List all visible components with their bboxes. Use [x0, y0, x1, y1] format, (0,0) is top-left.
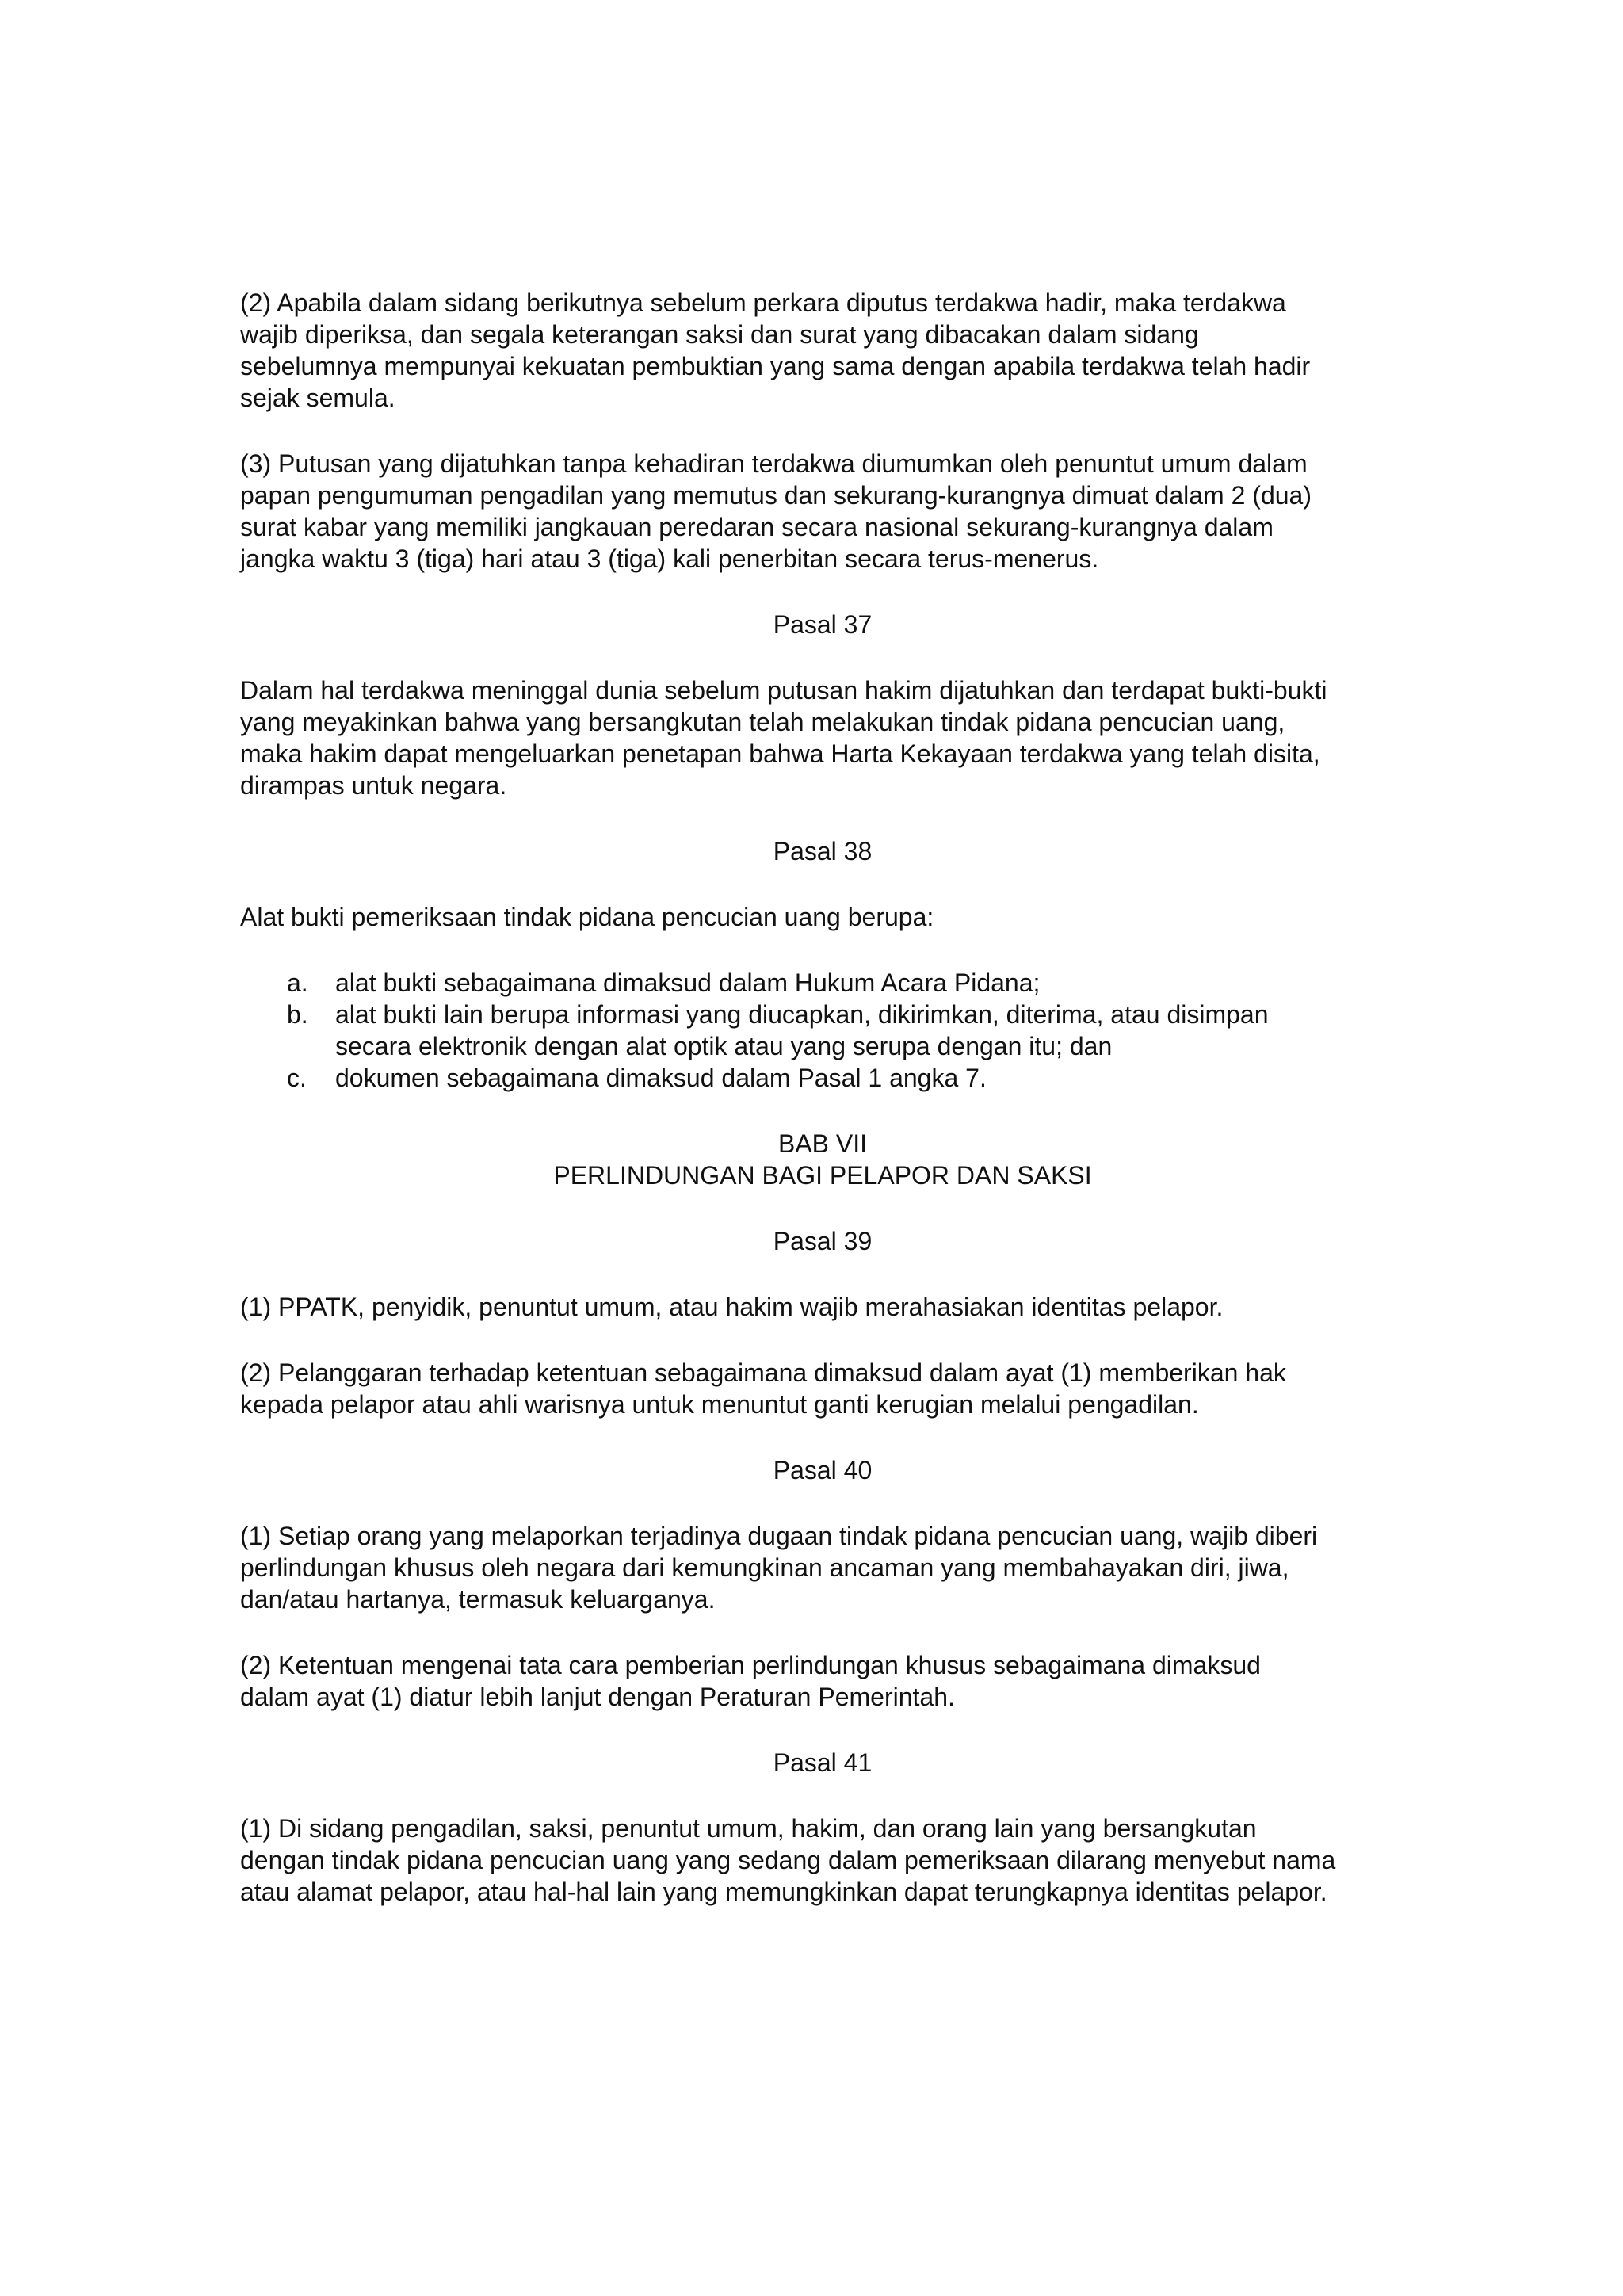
- list-item-text: alat bukti sebagaimana dimaksud dalam Hukum Acara Pidana;: [335, 968, 1041, 997]
- article-heading: Pasal 41: [773, 1748, 873, 1777]
- list-item: a. alat bukti sebagaimana dimaksud dalam Hukum Acara Pidana;: [287, 968, 1041, 997]
- article-heading: Pasal 37: [773, 610, 873, 639]
- article-heading: Pasal 40: [773, 1456, 873, 1484]
- paragraph: Dalam hal terdakwa meninggal dunia sebelum putusan hakim dijatuhkan dan terdapat bukti-bukti yang meyakinkan bahwa yang bersangkutan telah melakukan tindak pidana pencucian uang, maka hakim dapat mengeluarkan penetapan bahwa Harta Kekayaan terdakwa yang telah disita, dirampas untuk negara.: [240, 676, 1327, 800]
- document-content: [240, 287, 1405, 1942]
- paragraph: (1) PPATK, penyidik, penuntut umum, atau hakim wajib merahasiakan identitas pelapor.: [240, 1293, 1224, 1321]
- list-item-text: dokumen sebagaimana dimaksud dalam Pasal 1 angka 7.: [335, 1064, 987, 1092]
- paragraph: (2) Pelanggaran terhadap ketentuan sebagaimana dimaksud dalam ayat (1) memberikan hak kepada pelapor atau ahli warisnya untuk menuntut ganti kerugian melalui pengadilan.: [240, 1358, 1286, 1419]
- paragraph: (2) Apabila dalam sidang berikutnya sebelum perkara diputus terdakwa hadir, maka terdakwa wajib diperiksa, dan segala keterangan saksi dan surat yang dibacakan dalam sidang sebelumnya mempunyai kekuatan pembuktian yang sama dengan apabila terdakwa telah hadir sejak semula.: [240, 288, 1311, 412]
- article-heading: Pasal 38: [773, 837, 873, 865]
- paragraph: Alat bukti pemeriksaan tindak pidana pencucian uang berupa:: [240, 903, 934, 931]
- paragraph: (1) Di sidang pengadilan, saksi, penuntut umum, hakim, dan orang lain yang bersangkutan dengan tindak pidana pencucian uang yang sedang dalam pemeriksaan dilarang menyebut nama atau alamat pelapor, atau hal-hal lain yang memungkinkan dapat terungkapnya identitas pelapor.: [240, 1814, 1336, 1906]
- paragraph: (3) Putusan yang dijatuhkan tanpa kehadiran terdakwa diumumkan oleh penuntut umum dalam papan pengumuman pengadilan yang memutus dan sekurang-kurangnya dimuat dalam 2 (dua) surat kabar yang memiliki jangkauan peredaran secara nasional sekurang-kurangnya dalam jangka waktu 3 (tiga) hari atau 3 (tiga) kali penerbitan secara terus-menerus.: [240, 449, 1312, 573]
- paragraph: (1) Setiap orang yang melaporkan terjadinya dugaan tindak pidana pencucian uang, wajib diberi perlindungan khusus oleh negara dari kemungkinan ancaman yang membahayakan diri, jiwa, dan/atau hartanya, termasuk keluarganya.: [240, 1522, 1318, 1614]
- evidence-list: [240, 967, 1405, 1094]
- paragraph: (2) Ketentuan mengenai tata cara pemberian perlindungan khusus sebagaimana dimaksud dalam ayat (1) diatur lebih lanjut dengan Peraturan Pemerintah.: [240, 1651, 1261, 1711]
- chapter-title: PERLINDUNGAN BAGI PELAPOR DAN SAKSI: [553, 1161, 1092, 1190]
- list-item-text: alat bukti lain berupa informasi yang diucapkan, dikirimkan, diterima, atau disimpan secara elektronik dengan alat optik atau yang serupa dengan itu; dan: [335, 1000, 1269, 1060]
- article-heading: Pasal 39: [773, 1227, 873, 1255]
- list-item: b. alat bukti lain berupa informasi yang diucapkan, dikirimkan, diterima, atau disimpan secara elektronik dengan alat optik atau yang serupa dengan itu; dan: [287, 1000, 1269, 1060]
- list-item: c. dokumen sebagaimana dimaksud dalam Pasal 1 angka 7.: [287, 1064, 987, 1092]
- chapter-number: BAB VII: [777, 1129, 868, 1158]
